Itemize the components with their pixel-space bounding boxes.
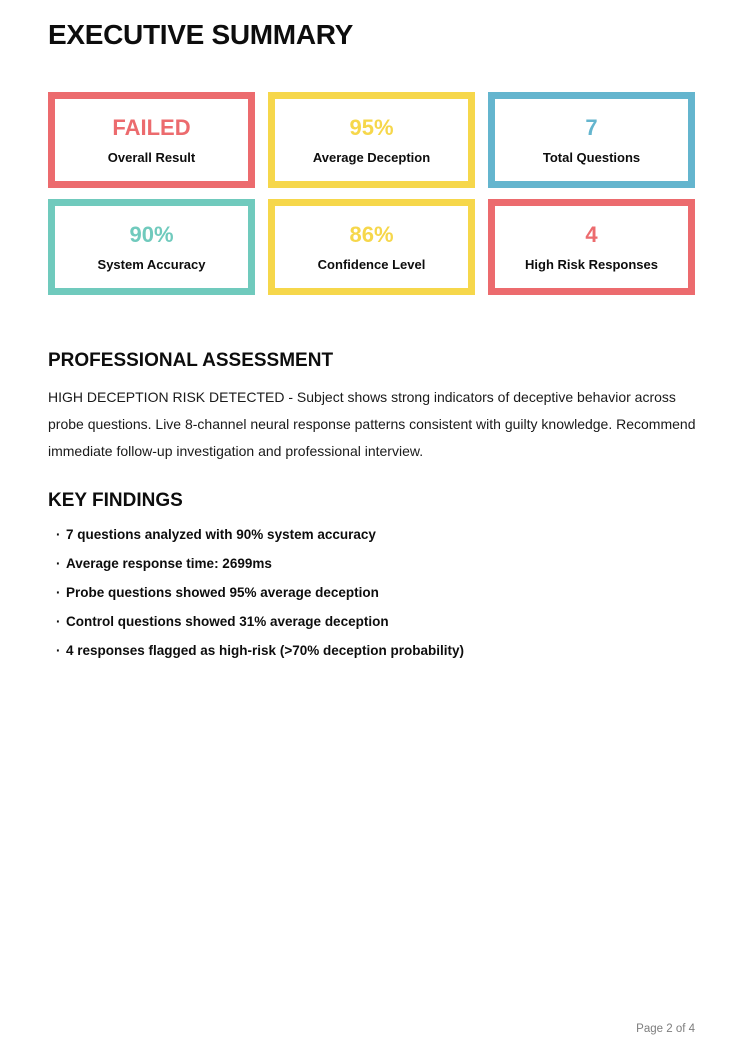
metric-label: High Risk Responses xyxy=(525,257,658,272)
finding-item: · 7 questions analyzed with 90% system accuracy xyxy=(66,528,695,542)
assessment-body-text: HIGH DECEPTION RISK DETECTED - Subject shows strong indicators of deceptive behavior across probe questions. Live 8-channel neural response patterns consistent with guilty knowledge. Recommend immediate follow-up investigation and professional interview. xyxy=(48,389,696,459)
metric-value: 86% xyxy=(349,222,394,247)
findings-heading: KEY FINDINGS xyxy=(48,490,183,511)
metric-value: 95% xyxy=(349,115,394,140)
metric-value: FAILED xyxy=(112,115,191,140)
metric-label: System Accuracy xyxy=(97,257,206,272)
finding-item: · 4 responses flagged as high-risk (>70% deception probability) xyxy=(66,644,695,658)
metric-card-high-risk-responses xyxy=(488,199,695,295)
metric-card-system-accuracy xyxy=(48,199,255,295)
metric-card-confidence-level xyxy=(268,199,475,295)
report-content xyxy=(48,18,695,658)
metric-label: Overall Result xyxy=(107,150,196,165)
metric-card-overall-result xyxy=(48,92,255,188)
metric-value: 7 xyxy=(585,115,598,140)
report-page xyxy=(0,18,743,1044)
metric-label: Average Deception xyxy=(312,150,431,165)
metric-value: 4 xyxy=(585,222,598,247)
metrics-grid xyxy=(48,92,695,295)
findings-list xyxy=(48,528,695,658)
assessment-heading: PROFESSIONAL ASSESSMENT xyxy=(48,350,334,371)
metric-card-total-questions xyxy=(488,92,695,188)
finding-item: · Average response time: 2699ms xyxy=(66,557,695,571)
metric-card-average-deception xyxy=(268,92,475,188)
metric-value: 90% xyxy=(129,222,174,247)
page-number: Page 2 of 4 xyxy=(636,1023,695,1035)
finding-item: · Probe questions showed 95% average deception xyxy=(66,586,695,600)
metric-label: Confidence Level xyxy=(317,257,426,272)
finding-item: · Control questions showed 31% average deception xyxy=(66,615,695,629)
page-title: EXECUTIVE SUMMARY xyxy=(48,19,354,50)
metric-label: Total Questions xyxy=(542,150,641,165)
